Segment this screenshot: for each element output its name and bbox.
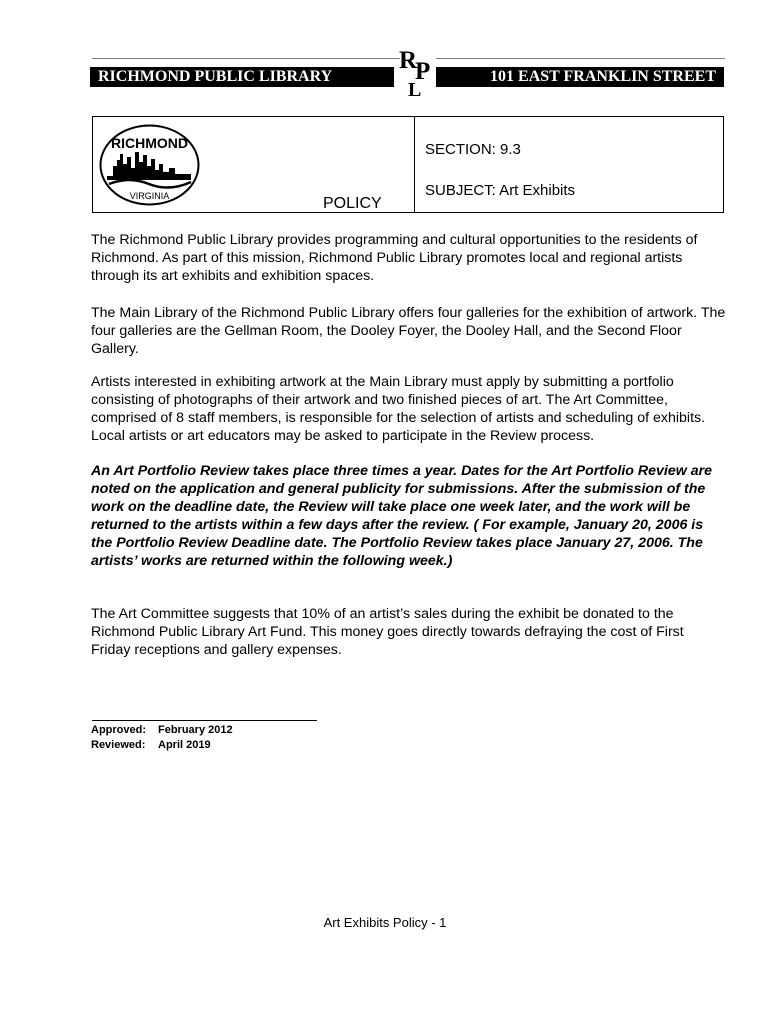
logo-letter-l: L	[408, 79, 422, 100]
header-left-title: RICHMOND PUBLIC LIBRARY	[90, 67, 394, 87]
paragraph-review-schedule: An Art Portfolio Review takes place three times a year. Dates for the Art Portfolio Review are noted on the application and general publicity for submissions. After the submission of the work on the deadline date, the Review will take place one week later, and the work will be returned to the artists within a few days after the review. ( For example, January 20, 2006 is the Portfolio Review Deadline date. The Portfolio Review takes place January 27, 2006. The artists’ works are returned within the following week.)	[91, 463, 713, 569]
approved-row	[91, 723, 233, 738]
reviewed-label: Reviewed:	[91, 739, 146, 751]
seal-top-text: RICHMOND	[111, 135, 188, 151]
paragraph-application: Artists interested in exhibiting artwork at the Main Library must apply by submitting a portfolio consisting of photographs of their artwork and two finished pieces of art. The Art Committee, comprised of 8 staff members, is responsible for the selection of artists and scheduling of exhibits. Local artists or art educators may be asked to participate in the Review process.	[91, 374, 706, 444]
header-right-title: 101 EAST FRANKLIN STREET	[434, 67, 724, 87]
approval-block	[91, 723, 233, 753]
page-footer: Art Exhibits Policy - 1	[323, 915, 447, 930]
reviewed-row	[91, 738, 233, 753]
logo-letter-r: R	[399, 47, 418, 74]
approved-label: Approved:	[91, 724, 146, 736]
richmond-seal-logo	[99, 124, 200, 206]
approved-date: February 2012	[158, 724, 233, 736]
paragraph-art-fund: The Art Committee suggests that 10% of an artist’s sales during the exhibit be donated to the Richmond Public Library Art Fund. This money goes directly towards defraying the cost of First Friday receptions and gallery expenses.	[91, 606, 684, 658]
subject-line: SUBJECT: Art Exhibits	[425, 182, 576, 199]
approval-rule	[92, 720, 317, 721]
paragraph-galleries: The Main Library of the Richmond Public Library offers four galleries for the exhibition of artwork. The four galleries are the Gellman Room, the Dooley Foyer, the Dooley Hall, and the Second Floor Gallery.	[91, 305, 726, 357]
paragraph-intro: The Richmond Public Library provides programming and cultural opportunities to the residents of Richmond. As part of this mission, Richmond Public Library promotes local and regional artists through its art exhibits and exhibition spaces.	[91, 232, 698, 284]
reviewed-date: April 2019	[158, 739, 211, 751]
seal-bottom-text: VIRGINIA	[129, 191, 170, 201]
info-box-divider	[414, 116, 415, 213]
rpl-logo	[398, 46, 438, 100]
logo-letter-p: P	[415, 58, 431, 85]
policy-label: POLICY	[323, 195, 382, 212]
section-number: SECTION: 9.3	[425, 141, 521, 158]
